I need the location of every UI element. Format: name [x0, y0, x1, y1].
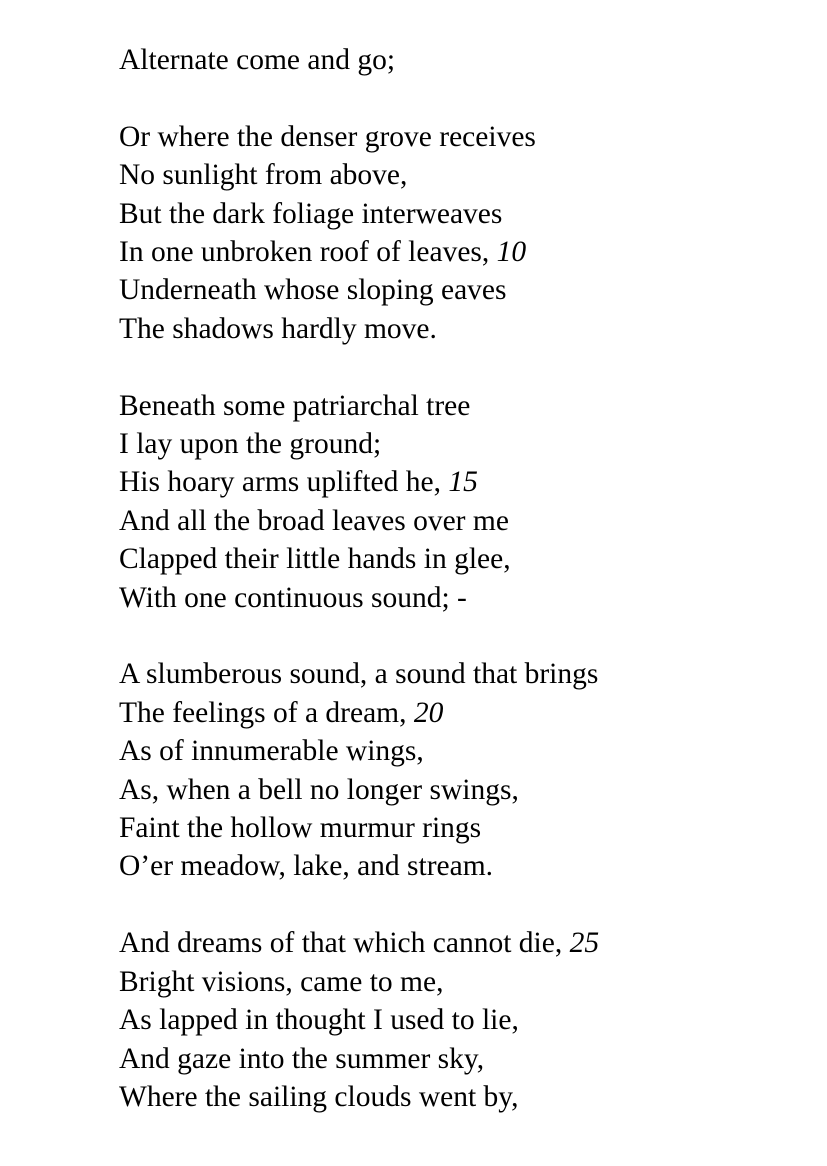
poem-line [119, 1078, 799, 1116]
poem-line [119, 924, 799, 962]
poem-line-text: O’er meadow, lake, and stream. [119, 850, 494, 883]
poem-line [119, 655, 799, 693]
poem-line-text: And gaze into the summer sky, [119, 1042, 485, 1075]
poem-line [119, 233, 799, 271]
stanza [119, 924, 799, 1116]
poem-line [119, 963, 799, 1001]
poem-line [119, 195, 799, 233]
poem-line-text: The feelings of a dream, [119, 696, 414, 729]
line-number: 20 [413, 696, 444, 729]
poem-line-text: No sunlight from above, [119, 159, 408, 192]
poem-line [119, 425, 799, 463]
poem-line-text: And all the broad leaves over me [119, 504, 509, 537]
poem-line-text: Underneath whose sloping eaves [119, 274, 507, 307]
poem-line-text: Or where the denser grove receives [119, 120, 536, 153]
stanza [119, 387, 799, 617]
poem-line [119, 694, 799, 732]
poem-line-text: Faint the hollow murmur rings [119, 812, 482, 845]
poem-line-text: Beneath some patriarchal tree [119, 389, 471, 422]
poem-line-text: As of innumerable wings, [119, 735, 424, 768]
poem-line-text: And dreams of that which cannot die, [119, 927, 570, 960]
poem-line-text: In one unbroken roof of leaves, [119, 236, 497, 269]
poem-line-text: But the dark foliage interweaves [119, 197, 503, 230]
poem-line [119, 156, 799, 194]
poem-line-text: I lay upon the ground; [119, 428, 382, 461]
poem-line [119, 1040, 799, 1078]
poem-line-text: The shadows hardly move. [119, 312, 437, 345]
poem-line-text: Alternate come and go; [119, 44, 396, 76]
poem-line [119, 463, 799, 501]
poem-line [119, 579, 799, 617]
stanza [119, 41, 799, 79]
poem-line [119, 387, 799, 425]
poem-line [119, 1001, 799, 1039]
line-number: 25 [569, 927, 600, 960]
poem-line-text: Clapped their little hands in glee, [119, 543, 511, 576]
line-number: 10 [496, 236, 527, 269]
poem-line-text: As, when a bell no longer swings, [119, 773, 519, 806]
poem-line [119, 809, 799, 847]
stanza [119, 118, 799, 348]
stanza [119, 655, 799, 885]
poem-line [119, 41, 799, 79]
line-number: 15 [448, 466, 478, 499]
poem-line [119, 732, 799, 770]
poem-body [119, 41, 799, 1155]
poem-line [119, 847, 799, 885]
poem-line [119, 118, 799, 156]
poem-line [119, 271, 799, 309]
poem-line [119, 502, 799, 540]
poem-line-text: As lapped in thought I used to lie, [119, 1004, 519, 1037]
poem-line-text: A slumberous sound, a sound that brings [119, 658, 599, 691]
poem-line-text: With one continuous sound; - [119, 581, 467, 614]
poem-line-text: His hoary arms uplifted he, [119, 466, 449, 499]
poem-line [119, 310, 799, 348]
poem-line-text: Bright visions, came to me, [119, 965, 444, 998]
poem-line [119, 540, 799, 578]
poem-line-text: Where the sailing clouds went by, [119, 1080, 519, 1113]
poem-line [119, 771, 799, 809]
